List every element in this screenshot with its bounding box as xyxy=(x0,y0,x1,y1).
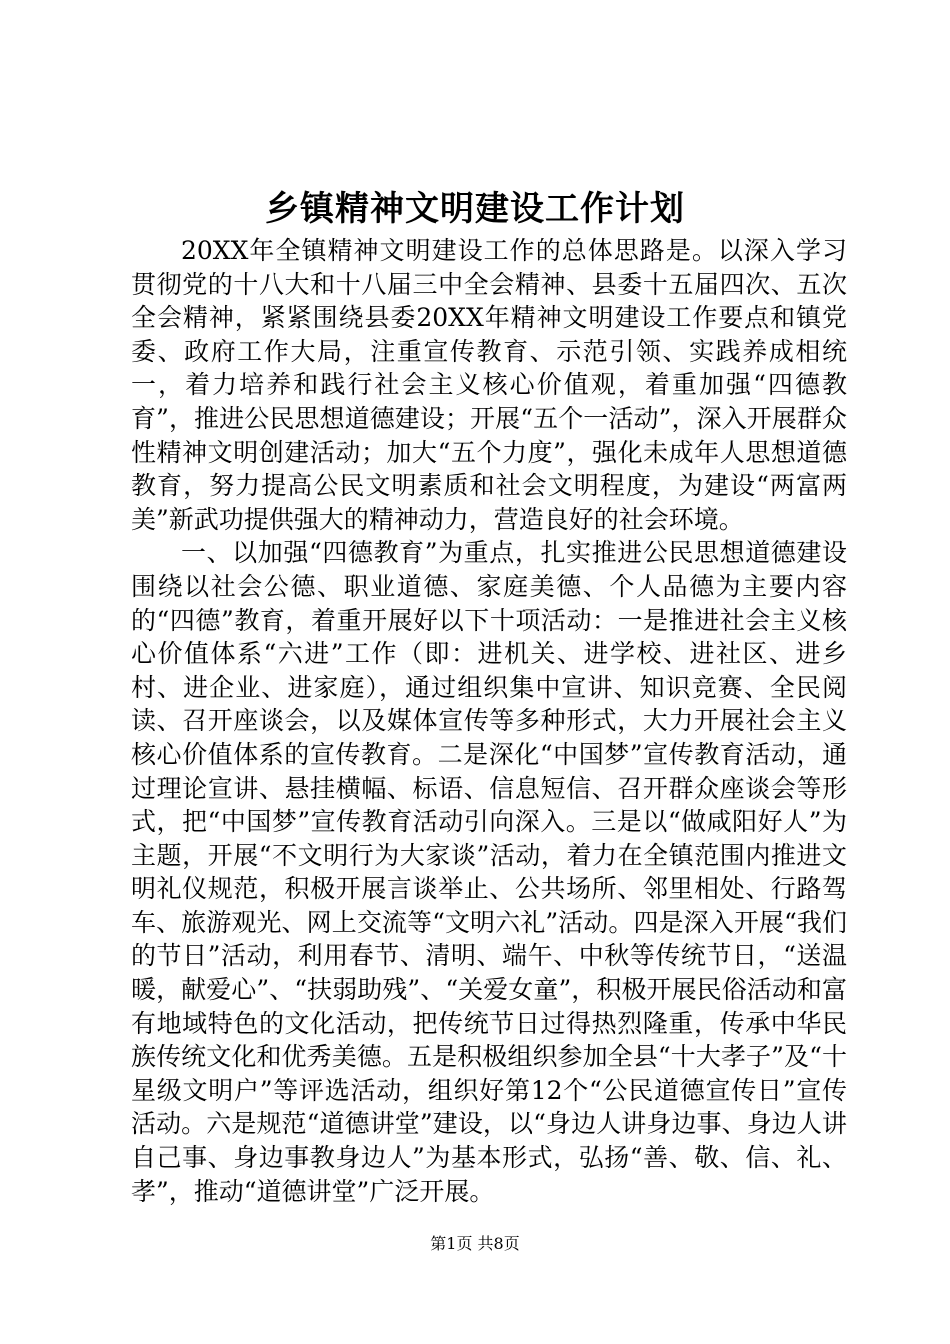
paragraph-intro: 20XX年全镇精神文明建设工作的总体思路是。以深入学习贯彻党的十八大和十八届三中全会精神、县委十五届四次、五次全会精神，紧紧围绕县委20XX年精神文明建设工作要点和镇党委、政府工作大局，注重宣传教育、示范引领、实践养成相统一，着力培养和践行社会主义核心价值观，着重加强“四德教育”，推进公民思想道德建设；开展“五个一活动”，深入开展群众性精神文明创建活动；加大“五个力度”，强化未成年人思想道德教育，努力提高公民文明素质和社会文明程度，为建设“两富两美”新武功提供强大的精神动力，营造良好的社会环境。 xyxy=(131,236,847,534)
document-body xyxy=(131,234,847,1208)
page-footer: 第1页 共8页 xyxy=(430,1234,520,1253)
paragraph-section-one: 一、以加强“四德教育”为重点，扎实推进公民思想道德建设围绕以社会公德、职业道德、家庭美德、个人品德为主要内容的“四德”教育，着重开展好以下十项活动：一是推进社会主义核心价值体系“六进”工作（即：进机关、进学校、进社区、进乡村、进企业、进家庭），通过组织集中宣讲、知识竞赛、全民阅读、召开座谈会，以及媒体宣传等多种形式，大力开展社会主义核心价值体系的宣传教育。二是深化“中国梦”宣传教育活动，通过理论宣讲、悬挂横幅、标语、信息短信、召开群众座谈会等形式，把“中国梦”宣传教育活动引向深入。三是以“做咸阳好人”为主题，开展“不文明行为大家谈”活动，着力在全镇范围内推进文明礼仪规范，积极开展言谈举止、公共场所、邻里相处、行路驾车、旅游观光、网上交流等“文明六礼”活动。四是深入开展“我们的节日”活动，利用春节、清明、端午、中秋等传统节日，“送温暖，献爱心”、“扶弱助残”、“关爱女童”，积极开展民俗活动和富有地域特色的文化活动，把传统节日过得热烈隆重，传承中华民族传统文化和优秀美德。五是积极组织参加全县“十大孝子”及“十星级文明户”等评选活动，组织好第12个“公民道德宣传日”宣传活动。六是规范“道德讲堂”建设，以“身边人讲身边事、身边人讲自己事、身边事教身边人”为基本形式，弘扬“善、敬、信、礼、孝”，推动“道德讲堂”广泛开展。 xyxy=(131,538,847,1206)
document-title: 乡镇精神文明建设工作计划 xyxy=(265,189,685,229)
